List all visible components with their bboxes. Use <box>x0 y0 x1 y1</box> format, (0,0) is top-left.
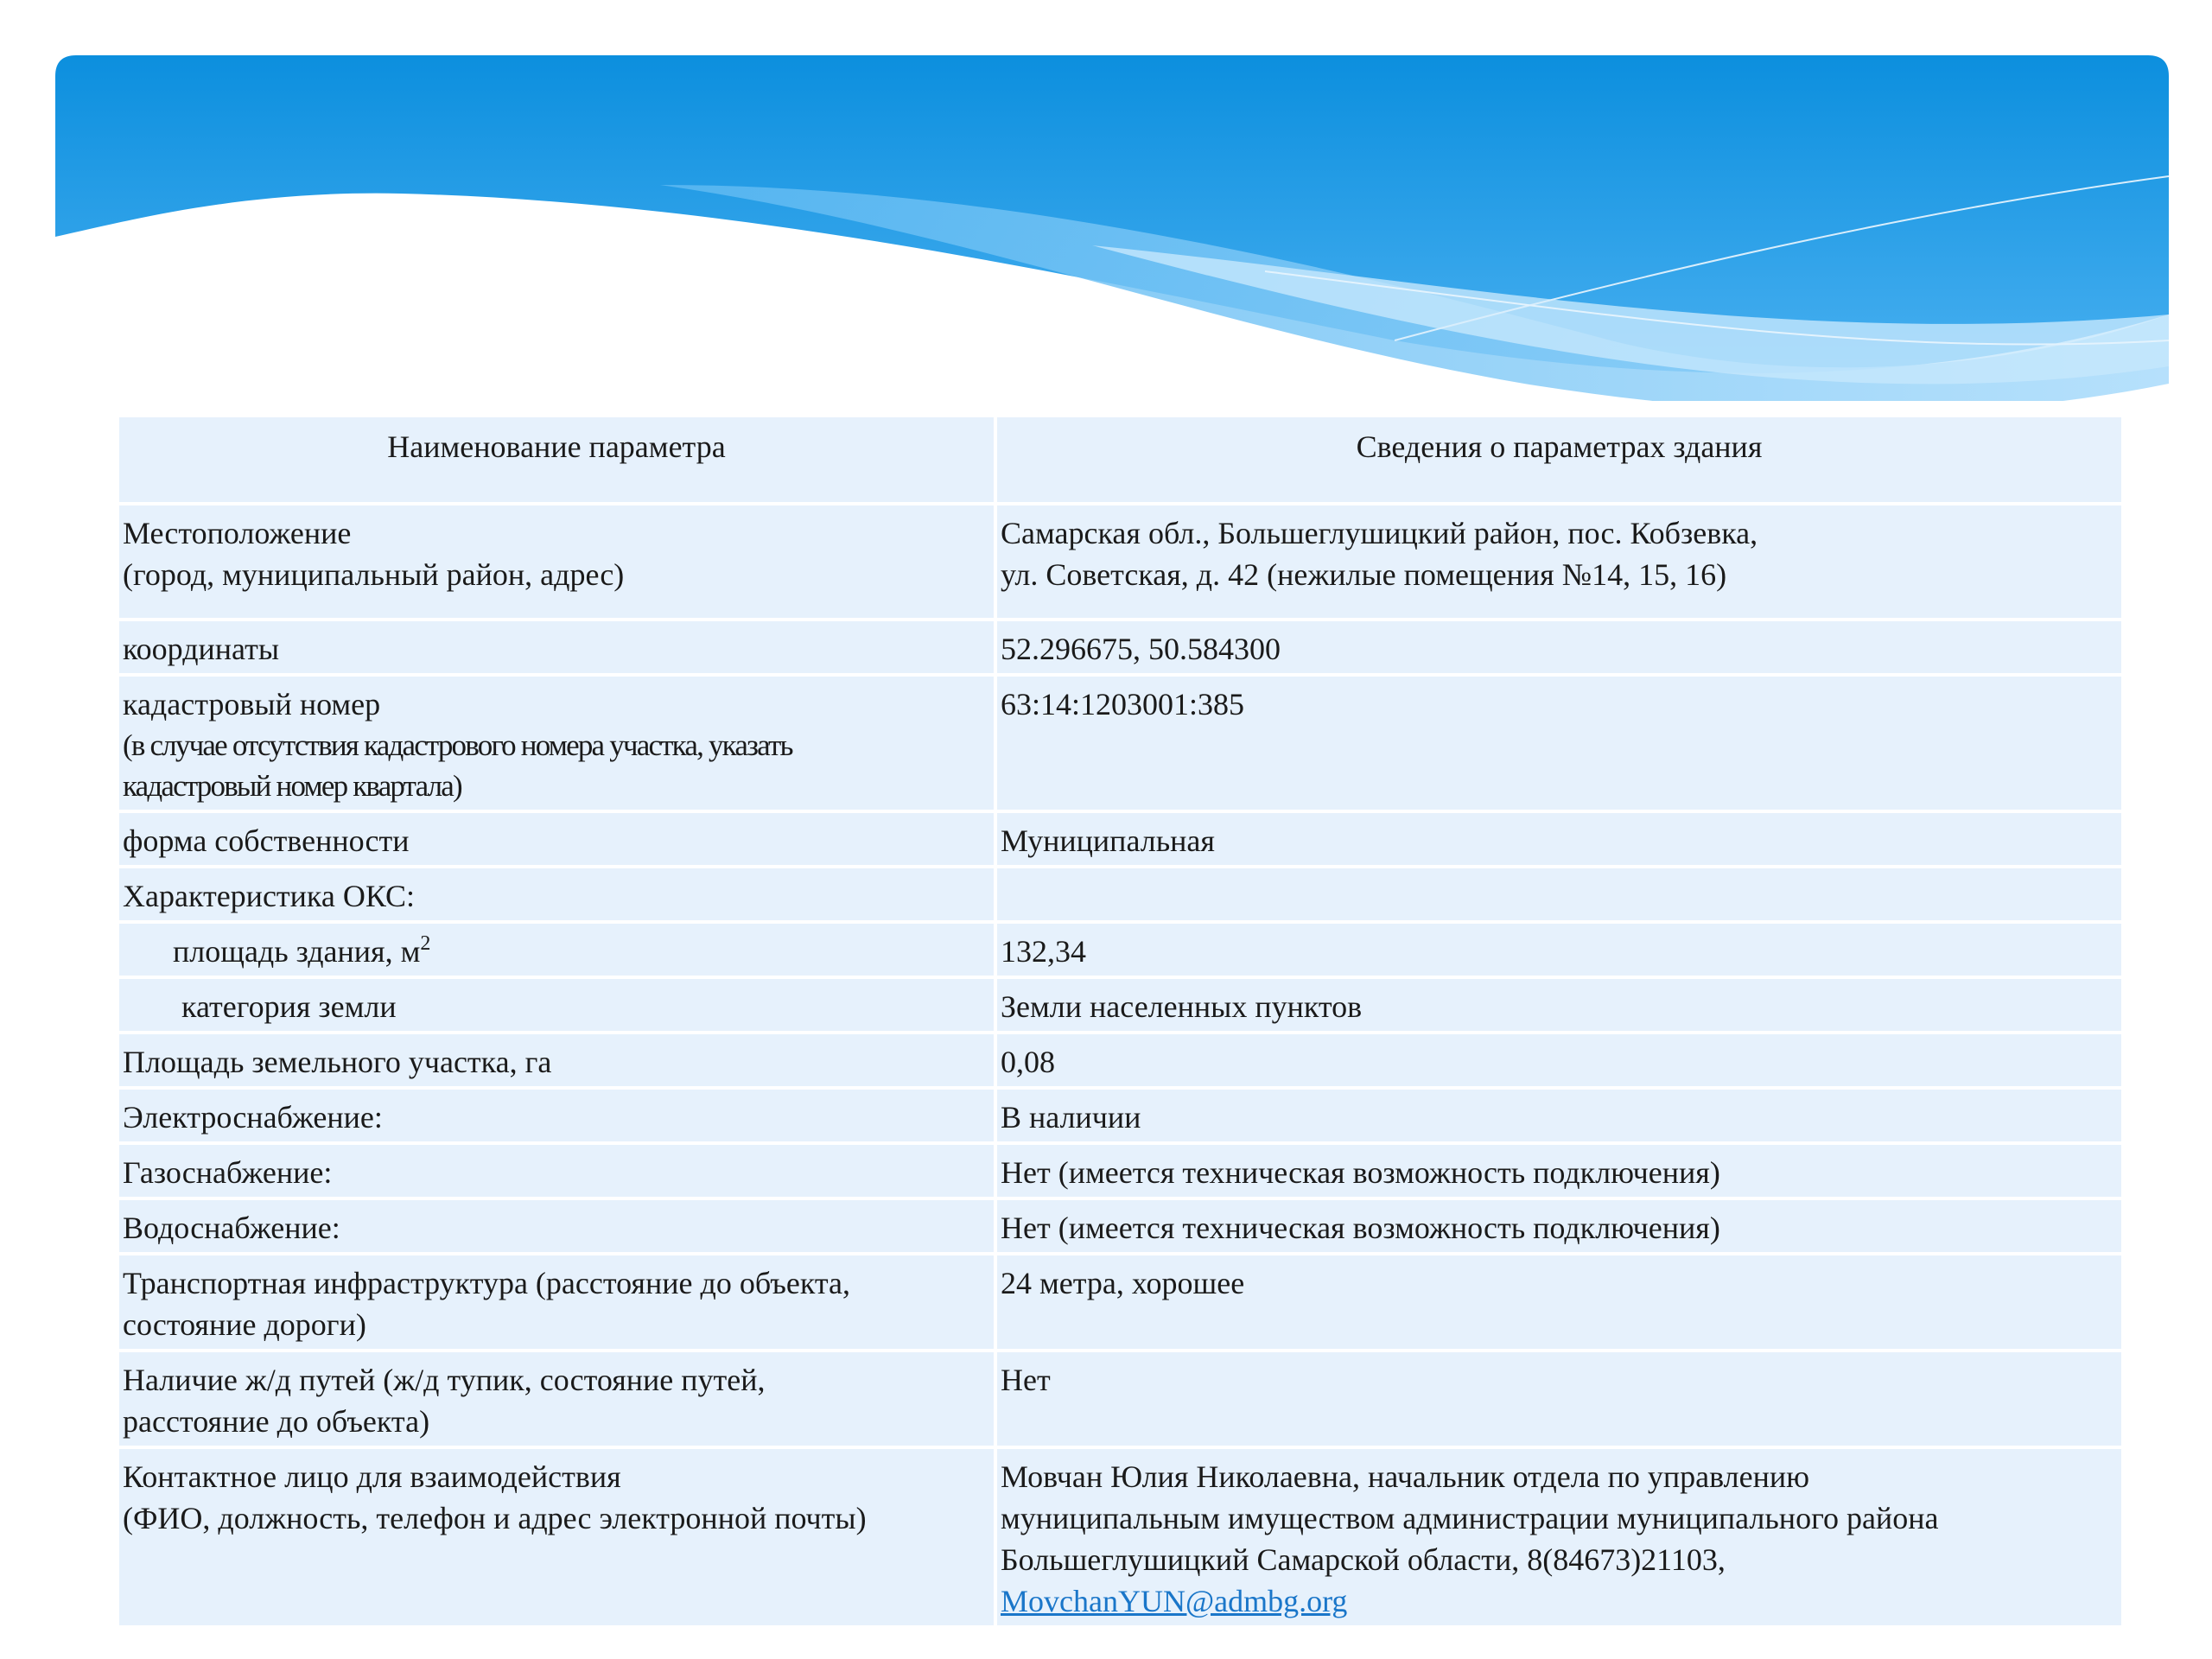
row-power-supply <box>118 1088 2123 1143</box>
ownership-value: Муниципальная <box>995 811 2123 867</box>
location-label: Местоположение (город, муниципальный район, адрес) <box>118 504 995 620</box>
building-parameters-table <box>116 414 2125 1629</box>
header-building-info: Сведения о параметрах здания <box>995 416 2123 504</box>
row-land-category <box>118 977 2123 1033</box>
table-header-row <box>118 416 2123 504</box>
transport-label: Транспортная инфраструктура (расстояние до объекта, состояние дороги) <box>118 1254 995 1351</box>
land-category-label: категория земли <box>118 977 995 1033</box>
contact-email-link[interactable]: MovchanYUN@admbg.org <box>1001 1584 1348 1618</box>
power-label: Электроснабжение: <box>118 1088 995 1143</box>
building-area-label: площадь здания, $м^2$ <box>118 922 995 977</box>
location-value: Самарская обл., Большеглушицкий район, пос. Кобзевка, ул. Советская, д. 42 (нежилые помещения №14, 15, 16) <box>995 504 2123 620</box>
land-area-label: Площадь земельного участка, га <box>118 1033 995 1088</box>
row-location <box>118 504 2123 620</box>
railway-value: Нет <box>995 1351 2123 1447</box>
land-category-value: Земли населенных пунктов <box>995 977 2123 1033</box>
cadastral-value: 63:14:1203001:385 <box>995 675 2123 811</box>
row-water-supply <box>118 1198 2123 1254</box>
coordinates-label: координаты <box>118 620 995 675</box>
header-parameter-name: Наименование параметра <box>118 416 995 504</box>
row-oks-characteristics <box>118 867 2123 922</box>
row-railway <box>118 1351 2123 1447</box>
ownership-label: форма собственности <box>118 811 995 867</box>
gas-label: Газоснабжение: <box>118 1143 995 1198</box>
header-wave-banner <box>55 55 2169 401</box>
row-coordinates <box>118 620 2123 675</box>
building-area-value: 132,34 <box>995 922 2123 977</box>
coordinates-value: 52.296675, 50.584300 <box>995 620 2123 675</box>
row-building-area <box>118 922 2123 977</box>
contact-value: Мовчан Юлия Николаевна, начальник отдела по управлению муниципальным имуществом администрации муниципального района Большеглушицкий Самарской области, 8(84673)21103, MovchanYUN@admbg.org <box>995 1447 2123 1627</box>
transport-value: 24 метра, хорошее <box>995 1254 2123 1351</box>
row-gas-supply <box>118 1143 2123 1198</box>
land-area-value: 0,08 <box>995 1033 2123 1088</box>
row-transport <box>118 1254 2123 1351</box>
oks-value <box>995 867 2123 922</box>
power-value: В наличии <box>995 1088 2123 1143</box>
railway-label: Наличие ж/д путей (ж/д тупик, состояние путей, расстояние до объекта) <box>118 1351 995 1447</box>
gas-value: Нет (имеется техническая возможность подключения) <box>995 1143 2123 1198</box>
wave-graphic <box>55 55 2169 401</box>
row-contact-person <box>118 1447 2123 1627</box>
row-ownership <box>118 811 2123 867</box>
oks-label: Характеристика ОКС: <box>118 867 995 922</box>
water-label: Водоснабжение: <box>118 1198 995 1254</box>
cadastral-label: кадастровый номер (в случае отсутствия кадастрового номера участка, указать кадастровый номер квартала) <box>118 675 995 811</box>
superscript-unit: 2 <box>420 932 431 955</box>
contact-label: Контактное лицо для взаимодействия (ФИО, должность, телефон и адрес электронной почты) <box>118 1447 995 1627</box>
water-value: Нет (имеется техническая возможность подключения) <box>995 1198 2123 1254</box>
row-cadastral-number <box>118 675 2123 811</box>
row-land-area <box>118 1033 2123 1088</box>
